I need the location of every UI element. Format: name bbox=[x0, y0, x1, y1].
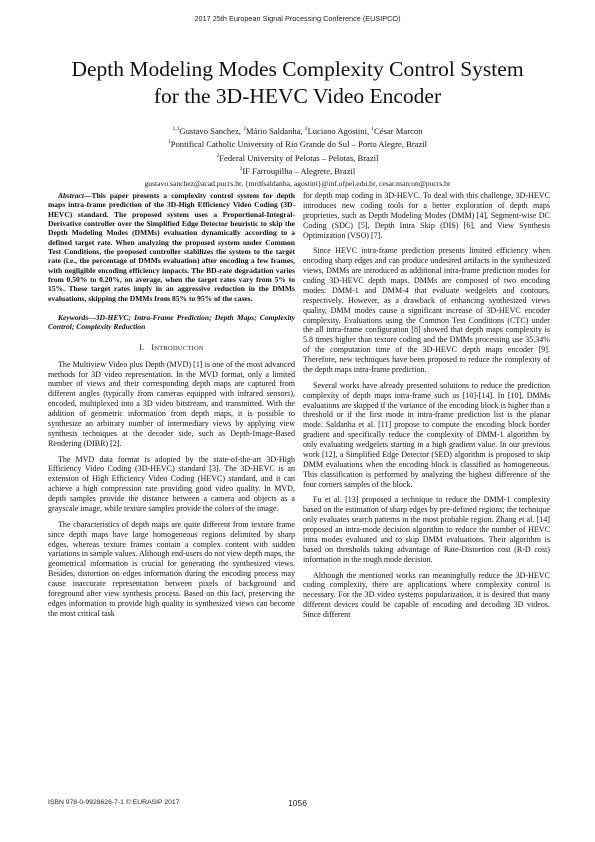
affiliation-sup: 3 bbox=[239, 166, 243, 173]
paper-title bbox=[20, 56, 575, 110]
author-sup: 1,3 bbox=[172, 126, 180, 132]
author-emails: gustavo.sanchez@acad.pucrs.br, {mrdfsaldanha, agostini}@inf.ufpel.edu.br, cesar.marcon@pucrs.br bbox=[144, 178, 451, 188]
author-name: Mário Saldanha, bbox=[245, 125, 305, 136]
conference-header: 2017 25th European Signal Processing Conference (EUSIPCO) bbox=[194, 14, 401, 23]
right-column bbox=[303, 191, 550, 620]
keywords-lead: Keywords bbox=[58, 313, 89, 323]
affiliation-text: Pontifical Catholic University of Rio Grande do Sul – Porto Alegre, Brazil bbox=[170, 139, 428, 150]
title-line-2: for the 3D-HEVC Video Encoder bbox=[153, 84, 442, 108]
author-sup: 1 bbox=[371, 126, 375, 132]
paragraph: Although the mentioned works can meaningfully reduce the 3D-HEVC coding complexity, there are applications where complexity control is necessary. For the 3D video systems popularization, it is desired that many different devices could be capable of encoding and decoding 3D videos. Since different bbox=[303, 570, 550, 619]
affiliation-text: Federal University of Pelotas – Pelotas, Brazil bbox=[219, 152, 379, 163]
affiliation bbox=[20, 164, 575, 177]
author-sup: 2 bbox=[304, 126, 308, 132]
paragraph: Several works have already presented solutions to reduce the prediction complexity of depth maps intra-frame such as [10]-[14]. In [10], DMMs evaluations are skipped if the variance of the encoding block is higher than a threshold or if the first mode in intra-frame prediction list is the planar mode. Saldanha et al. [11] propose to compute the encoding block border gradient and specifically reduce the complexity of DMM-1 algorithm by only evaluating wedgelets starting in a high gradient value. In our previous work [12], a Simplified Edge Detector (SED) algorithm is proposed to skip DMM evaluations when the encoding block is classified as homogeneous. This classification is performed by analyzing the highest difference of the four corners samples of the block. bbox=[303, 380, 550, 489]
left-column bbox=[48, 191, 295, 619]
section-cap: I bbox=[151, 342, 155, 352]
author-name: César Marcon bbox=[374, 125, 423, 136]
keywords-text: —3D-HEVC; Intra-Frame Prediction; Depth Maps; Complexity Control; Complexity Reduction bbox=[48, 313, 295, 332]
author-sup: 2 bbox=[243, 126, 246, 132]
section-rest: NTRODUCTION bbox=[154, 344, 204, 352]
author-names bbox=[20, 124, 575, 137]
affiliation-sup: 2 bbox=[216, 152, 220, 159]
footer-isbn: ISBN 978-0-9928626-7-1 © EURASIP 2017 bbox=[48, 799, 180, 806]
paragraph: Fu et al. [13] proposed a technique to reduce the DMM-1 complexity based on the estimation of sharp edges by pre-defined regions; the technique only evaluates search patterns in the most probable region. Zhang et al. [14] proposed an intra-mode decision algorithm to reduce the number of HEVC intra modes evaluated and to skip DMM evaluations. Their algorithm is based on thresholds taking advantage of Rate-Distortion cost (R-D cost) information in the rough mode decision. bbox=[303, 495, 550, 564]
title-line-1: Depth Modeling Modes Complexity Control System bbox=[71, 57, 524, 81]
abstract-text: —This paper presents a complexity control system for depth maps intra-frame prediction of the 3D-High Efficiency Video Coding (3D-HEVC) standard. The proposed system uses a Proportional-Integral-Derivative controller over the Simplified Edge Detector heuristic to skip the Depth Modeling Modes (DMMs) evaluation dynamically according to a defined target rate. When analyzing the proposed system under Common Test Conditions, the proposed controller stabilizes the system to the target rate (i.e., the percentage of DMMs evaluation) after encoding a few frames, with negligible encoding efficiency impacts. The BD-rate degradation varies from 0.50% to 0.20%, on average, when the target rates vary from 5% to 15%. These target rates imply in an aggressive reduction in the DMMs evaluations, skipping the DMMs from 85% to 95% of the cases. bbox=[48, 191, 295, 303]
keywords bbox=[48, 313, 295, 332]
section-heading bbox=[48, 343, 295, 354]
paragraph: The Multiview Video plus Depth (MVD) [1] is one of the most advanced methods for 3D video representation. In the MVD format, only a limited number of views and their corresponding depth maps are captured from different angles (typically from cameras equipped with infrared sensors), encoded, multiplexed into a 3D video bitstream, and transmitted. With the addition of geometric information from depth maps, it is possible to synthesize an arbitrary number of intermediary views by applying view synthesis techniques at the decoder side, such as Depth-Image-Based Rendering (DIBR) [2]. bbox=[48, 359, 295, 448]
paragraph: The characteristics of depth maps are quite different from texture frame since depth maps have large homogeneous regions delimited by sharp edges, whereas texture frames contain a complex content with sudden variations in sample values. Although end-users do not view depth maps, the geometrical information is crucial for generating the synthesized views. Besides, distortion on edges information during the encoding process may cause inaccurate representation between pixels of background and foreground after view synthesis process. Based on this fact, preserving the edges information to provide high quality in synthesized views can become the most critical task bbox=[48, 519, 295, 618]
page-number: 1056 bbox=[288, 798, 307, 808]
abstract bbox=[48, 191, 295, 303]
affiliation-text: IF Farroupilha – Alegrete, Brazil bbox=[242, 166, 356, 177]
paragraph: Since HEVC intra-frame prediction presents limited efficiency when encoding sharp edges and can produce undesired artifacts in the synthesized views, DMMs are introduced as additional intra-frame prediction modes for coding 3D-HEVC depth maps. DMMs are composed of two encoding modes: DMM-1 and DMM-4 that evaluate wedgelets and contours, respectively. However, as a drawback of enhancing synthesized views quality, DMM modes cause a significant increase of 3D-HEVC encoder complexity. Evaluations using the Common Test Conditions (CTC) under the all intra-frame configuration [8] showed that depth maps complexity is 5.8 times higher than texture coding and the DMMs processing use 35.34% of the computation time of the 3D-HEVC depth maps encoder [9]. Therefore, new techniques have been proposed to reduce the complexity of the depth maps intra-frame prediction. bbox=[303, 246, 550, 374]
affiliation bbox=[20, 137, 575, 150]
affiliation-sup: 1 bbox=[167, 139, 171, 146]
paragraph: for depth map coding in 3D-HEVC. To deal with this challenge, 3D-HEVC introduces new coding tools for a better exploration of depth maps proprieties, such as Depth Modeling Modes (DMM) [4], Segment-wise DC Coding (SDC) [5], Depth Intra Skip (DIS) [6], and View Synthesis Optimization (VSO) [7]. bbox=[303, 191, 550, 240]
paragraph: The MVD data format is adopted by the state-of-the-art 3D-High Efficiency Video Coding (3D-HEVC) standard [3]. The 3D-HEVC is an extension of High Efficiency Video Coding (HEVC) standard, and it can achieve a high compression rate providing good video quality. In MVD, depth samples provide the distance between a camera and objects as a grayscale image, while texture samples provide the colors of the image. bbox=[48, 454, 295, 513]
author-name: Gustavo Sanchez, bbox=[179, 125, 244, 136]
section-number: I. bbox=[139, 342, 145, 352]
abstract-lead: Abstract bbox=[58, 191, 84, 200]
affiliation bbox=[20, 151, 575, 164]
author-block bbox=[20, 124, 575, 189]
author-name: Luciano Agostini, bbox=[307, 125, 372, 136]
